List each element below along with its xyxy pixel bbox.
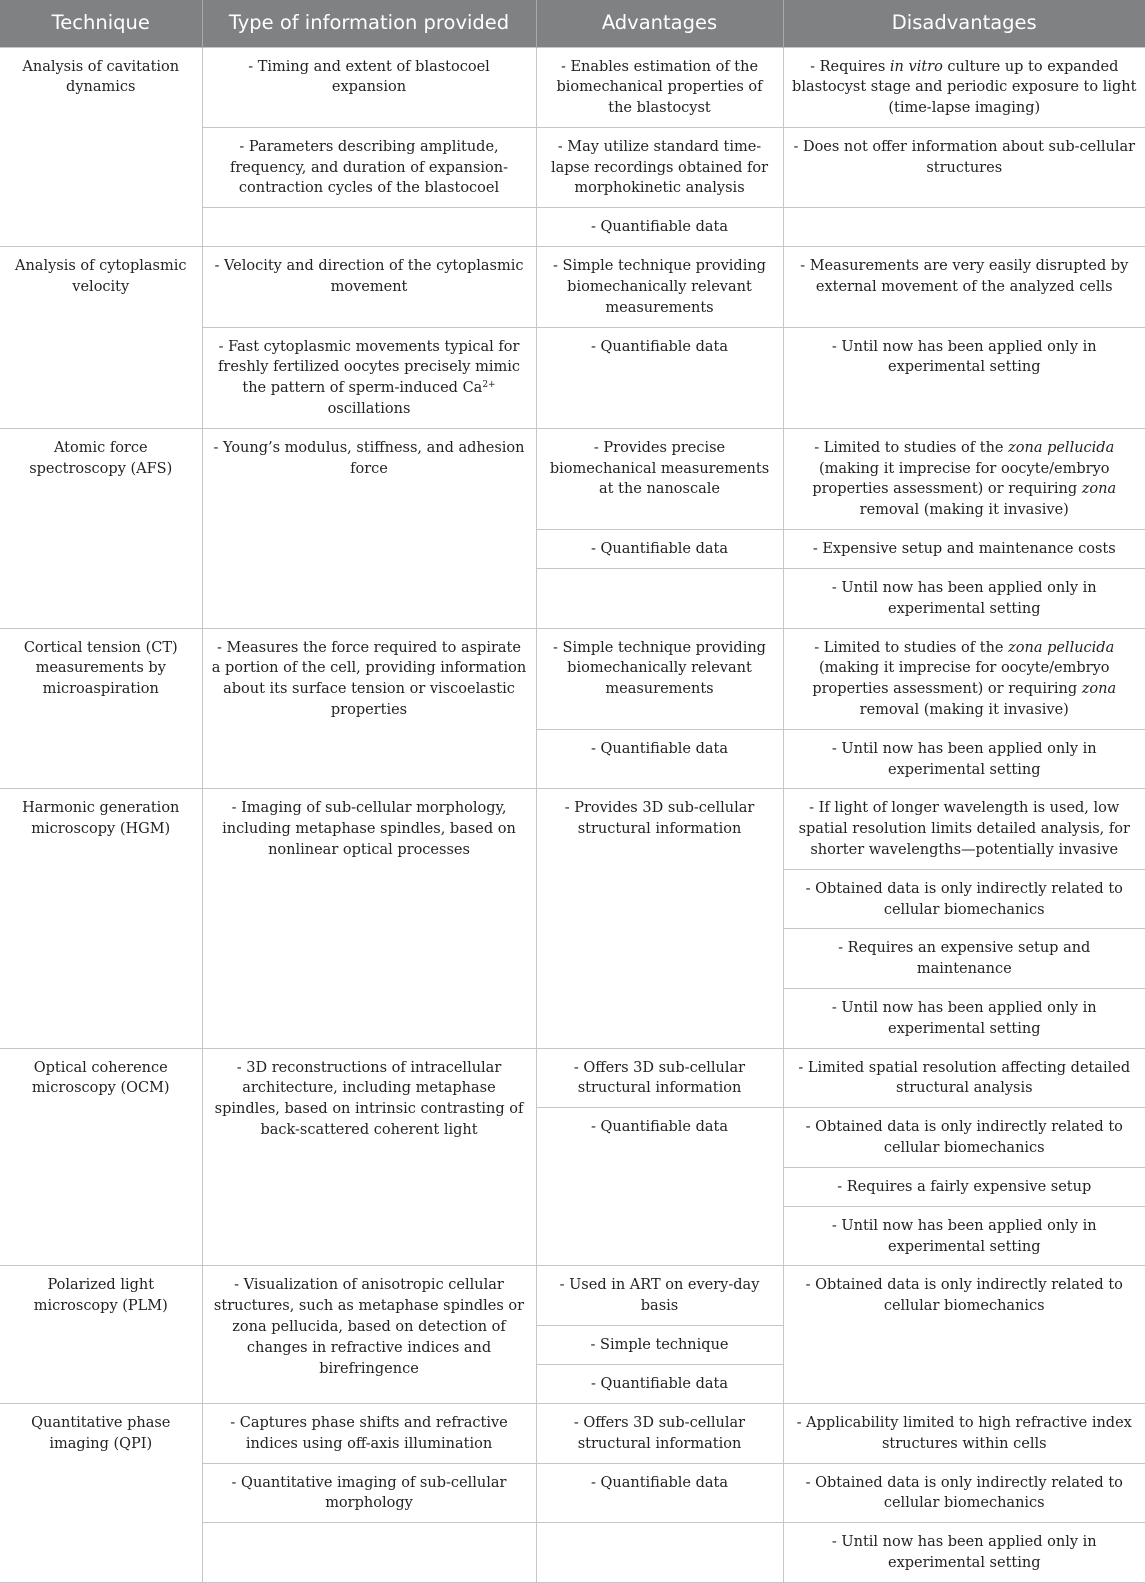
superscript: 2+: [482, 380, 496, 391]
disadvantage-cell: - Expensive setup and maintenance costs: [783, 530, 1145, 569]
advantage-cell: - Simple technique: [536, 1325, 783, 1364]
disadvantage-cell: - If light of longer wavelength is used, low spatial resolution limits detailed analysis, for shorter wavelengths—potentially invasive: [783, 789, 1145, 869]
advantage-cell: [536, 1523, 783, 1583]
text-run: culture up to expanded blastocyst stage and periodic exposure to light (time-lapse imaging): [792, 58, 1137, 117]
advantage-cell: - Offers 3D sub-cellular structural information: [536, 1048, 783, 1108]
advantage-cell: - Quantifiable data: [536, 1463, 783, 1523]
disadvantage-cell: - Requires a fairly expensive setup: [783, 1167, 1145, 1206]
disadvantage-cell: [783, 428, 1145, 529]
disadvantage-cell: - Until now has been applied only in experimental setting: [783, 729, 1145, 789]
italic-text: in vitro: [889, 58, 943, 75]
italic-text: zona: [1081, 681, 1117, 698]
disadvantage-cell: - Obtained data is only indirectly related to cellular biomechanics: [783, 1266, 1145, 1404]
advantage-cell: - Quantifiable data: [536, 327, 783, 428]
info-cell: [202, 208, 536, 247]
technique-cell: Optical coherence microscopy (OCM): [0, 1048, 202, 1266]
text-run: (making it imprecise for oocyte/embryo properties assessment) or requiring: [812, 660, 1110, 698]
advantage-cell: - Simple technique providing biomechanically relevant measurements: [536, 628, 783, 729]
advantage-cell: - Quantifiable data: [536, 1108, 783, 1266]
advantage-cell: - Quantifiable data: [536, 1364, 783, 1403]
disadvantage-cell: - Requires an expensive setup and maintenance: [783, 929, 1145, 989]
technique-cell: Polarized light microscopy (PLM): [0, 1266, 202, 1404]
disadvantage-cell: - Until now has been applied only in experimental setting: [783, 569, 1145, 629]
disadvantage-cell: - Until now has been applied only in experimental setting: [783, 989, 1145, 1049]
header-row: [0, 0, 1145, 47]
info-cell: - Young’s modulus, stiffness, and adhesion force: [202, 428, 536, 628]
header-technique: Technique: [0, 0, 202, 47]
info-cell: [202, 1523, 536, 1583]
text-run: removal (making it invasive): [859, 702, 1069, 719]
table-row: [0, 247, 1145, 327]
advantage-cell: - Provides 3D sub-cellular structural information: [536, 789, 783, 1048]
disadvantage-cell: - Until now has been applied only in experimental setting: [783, 1523, 1145, 1583]
disadvantage-cell: [783, 628, 1145, 729]
table-row: [0, 628, 1145, 729]
advantage-cell: [536, 569, 783, 629]
disadvantage-cell: - Until now has been applied only in experimental setting: [783, 1206, 1145, 1266]
table-row: [0, 428, 1145, 529]
advantage-cell: - Used in ART on every-day basis: [536, 1266, 783, 1326]
technique-cell: Analysis of cytoplasmic velocity: [0, 247, 202, 429]
disadvantage-cell: - Applicability limited to high refractive index structures within cells: [783, 1403, 1145, 1463]
info-cell: - Imaging of sub-cellular morphology, including metaphase spindles, based on nonlinear optical processes: [202, 789, 536, 1048]
advantage-cell: - Simple technique providing biomechanically relevant measurements: [536, 247, 783, 327]
disadvantage-cell: - Does not offer information about sub-cellular structures: [783, 127, 1145, 207]
advantage-cell: - Enables estimation of the biomechanical properties of the blastocyst: [536, 47, 783, 127]
header-advantages: Advantages: [536, 0, 783, 47]
italic-text: zona: [1081, 481, 1117, 498]
info-cell: - Measures the force required to aspirate a portion of the cell, providing information about its surface tension or viscoelastic properties: [202, 628, 536, 789]
table-row: [0, 1403, 1145, 1463]
text-run: - Limited to studies of the: [814, 439, 1009, 456]
advantage-cell: - Provides precise biomechanical measurements at the nanoscale: [536, 428, 783, 529]
advantage-cell: - May utilize standard time-lapse recordings obtained for morphokinetic analysis: [536, 127, 783, 207]
text-run: oscillations: [327, 401, 411, 418]
table-row: [0, 789, 1145, 869]
disadvantage-cell: - Until now has been applied only in experimental setting: [783, 327, 1145, 428]
technique-cell: Quantitative phase imaging (QPI): [0, 1403, 202, 1582]
technique-cell: Atomic force spectroscopy (AFS): [0, 428, 202, 628]
text-run: - Limited to studies of the: [814, 639, 1009, 656]
table-row: [0, 47, 1145, 127]
text-run: (making it imprecise for oocyte/embryo properties assessment) or requiring: [812, 460, 1110, 498]
disadvantage-cell: - Obtained data is only indirectly related to cellular biomechanics: [783, 869, 1145, 929]
text-run: removal (making it invasive): [859, 502, 1069, 519]
advantage-cell: - Quantifiable data: [536, 208, 783, 247]
italic-text: zona pellucida: [1008, 439, 1115, 456]
table-row: [0, 1266, 1145, 1326]
info-cell: - Visualization of anisotropic cellular structures, such as metaphase spindles or zona pellucida, based on detection of changes in refractive indices and birefringence: [202, 1266, 536, 1404]
advantage-cell: - Quantifiable data: [536, 530, 783, 569]
disadvantage-cell: [783, 208, 1145, 247]
disadvantage-cell: - Obtained data is only indirectly related to cellular biomechanics: [783, 1463, 1145, 1523]
header-disadvantages: Disadvantages: [783, 0, 1145, 47]
technique-cell: Analysis of cavitation dynamics: [0, 47, 202, 247]
disadvantage-cell: [783, 47, 1145, 127]
text-run: - Fast cytoplasmic movements typical for freshly fertilized oocytes precisely mimic the pattern of sperm-induced Ca: [218, 338, 520, 397]
info-cell: [202, 327, 536, 428]
technique-cell: Cortical tension (CT) measurements by microaspiration: [0, 628, 202, 789]
info-cell: - Parameters describing amplitude, frequency, and duration of expansion-contraction cycles of the blastocoel: [202, 127, 536, 207]
disadvantage-cell: - Limited spatial resolution affecting detailed structural analysis: [783, 1048, 1145, 1108]
disadvantage-cell: - Obtained data is only indirectly related to cellular biomechanics: [783, 1108, 1145, 1168]
header-information: Type of information provided: [202, 0, 536, 47]
info-cell: - Quantitative imaging of sub-cellular morphology: [202, 1463, 536, 1523]
technique-cell: Harmonic generation microscopy (HGM): [0, 789, 202, 1048]
table-row: [0, 1048, 1145, 1108]
italic-text: zona pellucida: [1008, 639, 1115, 656]
info-cell: - Timing and extent of blastocoel expansion: [202, 47, 536, 127]
text-run: - Requires: [810, 58, 890, 75]
disadvantage-cell: - Measurements are very easily disrupted by external movement of the analyzed cells: [783, 247, 1145, 327]
info-cell: - Velocity and direction of the cytoplasmic movement: [202, 247, 536, 327]
info-cell: - 3D reconstructions of intracellular architecture, including metaphase spindles, based on intrinsic contrasting of back-scattered coherent light: [202, 1048, 536, 1266]
advantage-cell: - Offers 3D sub-cellular structural information: [536, 1403, 783, 1463]
info-cell: - Captures phase shifts and refractive indices using off-axis illumination: [202, 1403, 536, 1463]
advantage-cell: - Quantifiable data: [536, 729, 783, 789]
